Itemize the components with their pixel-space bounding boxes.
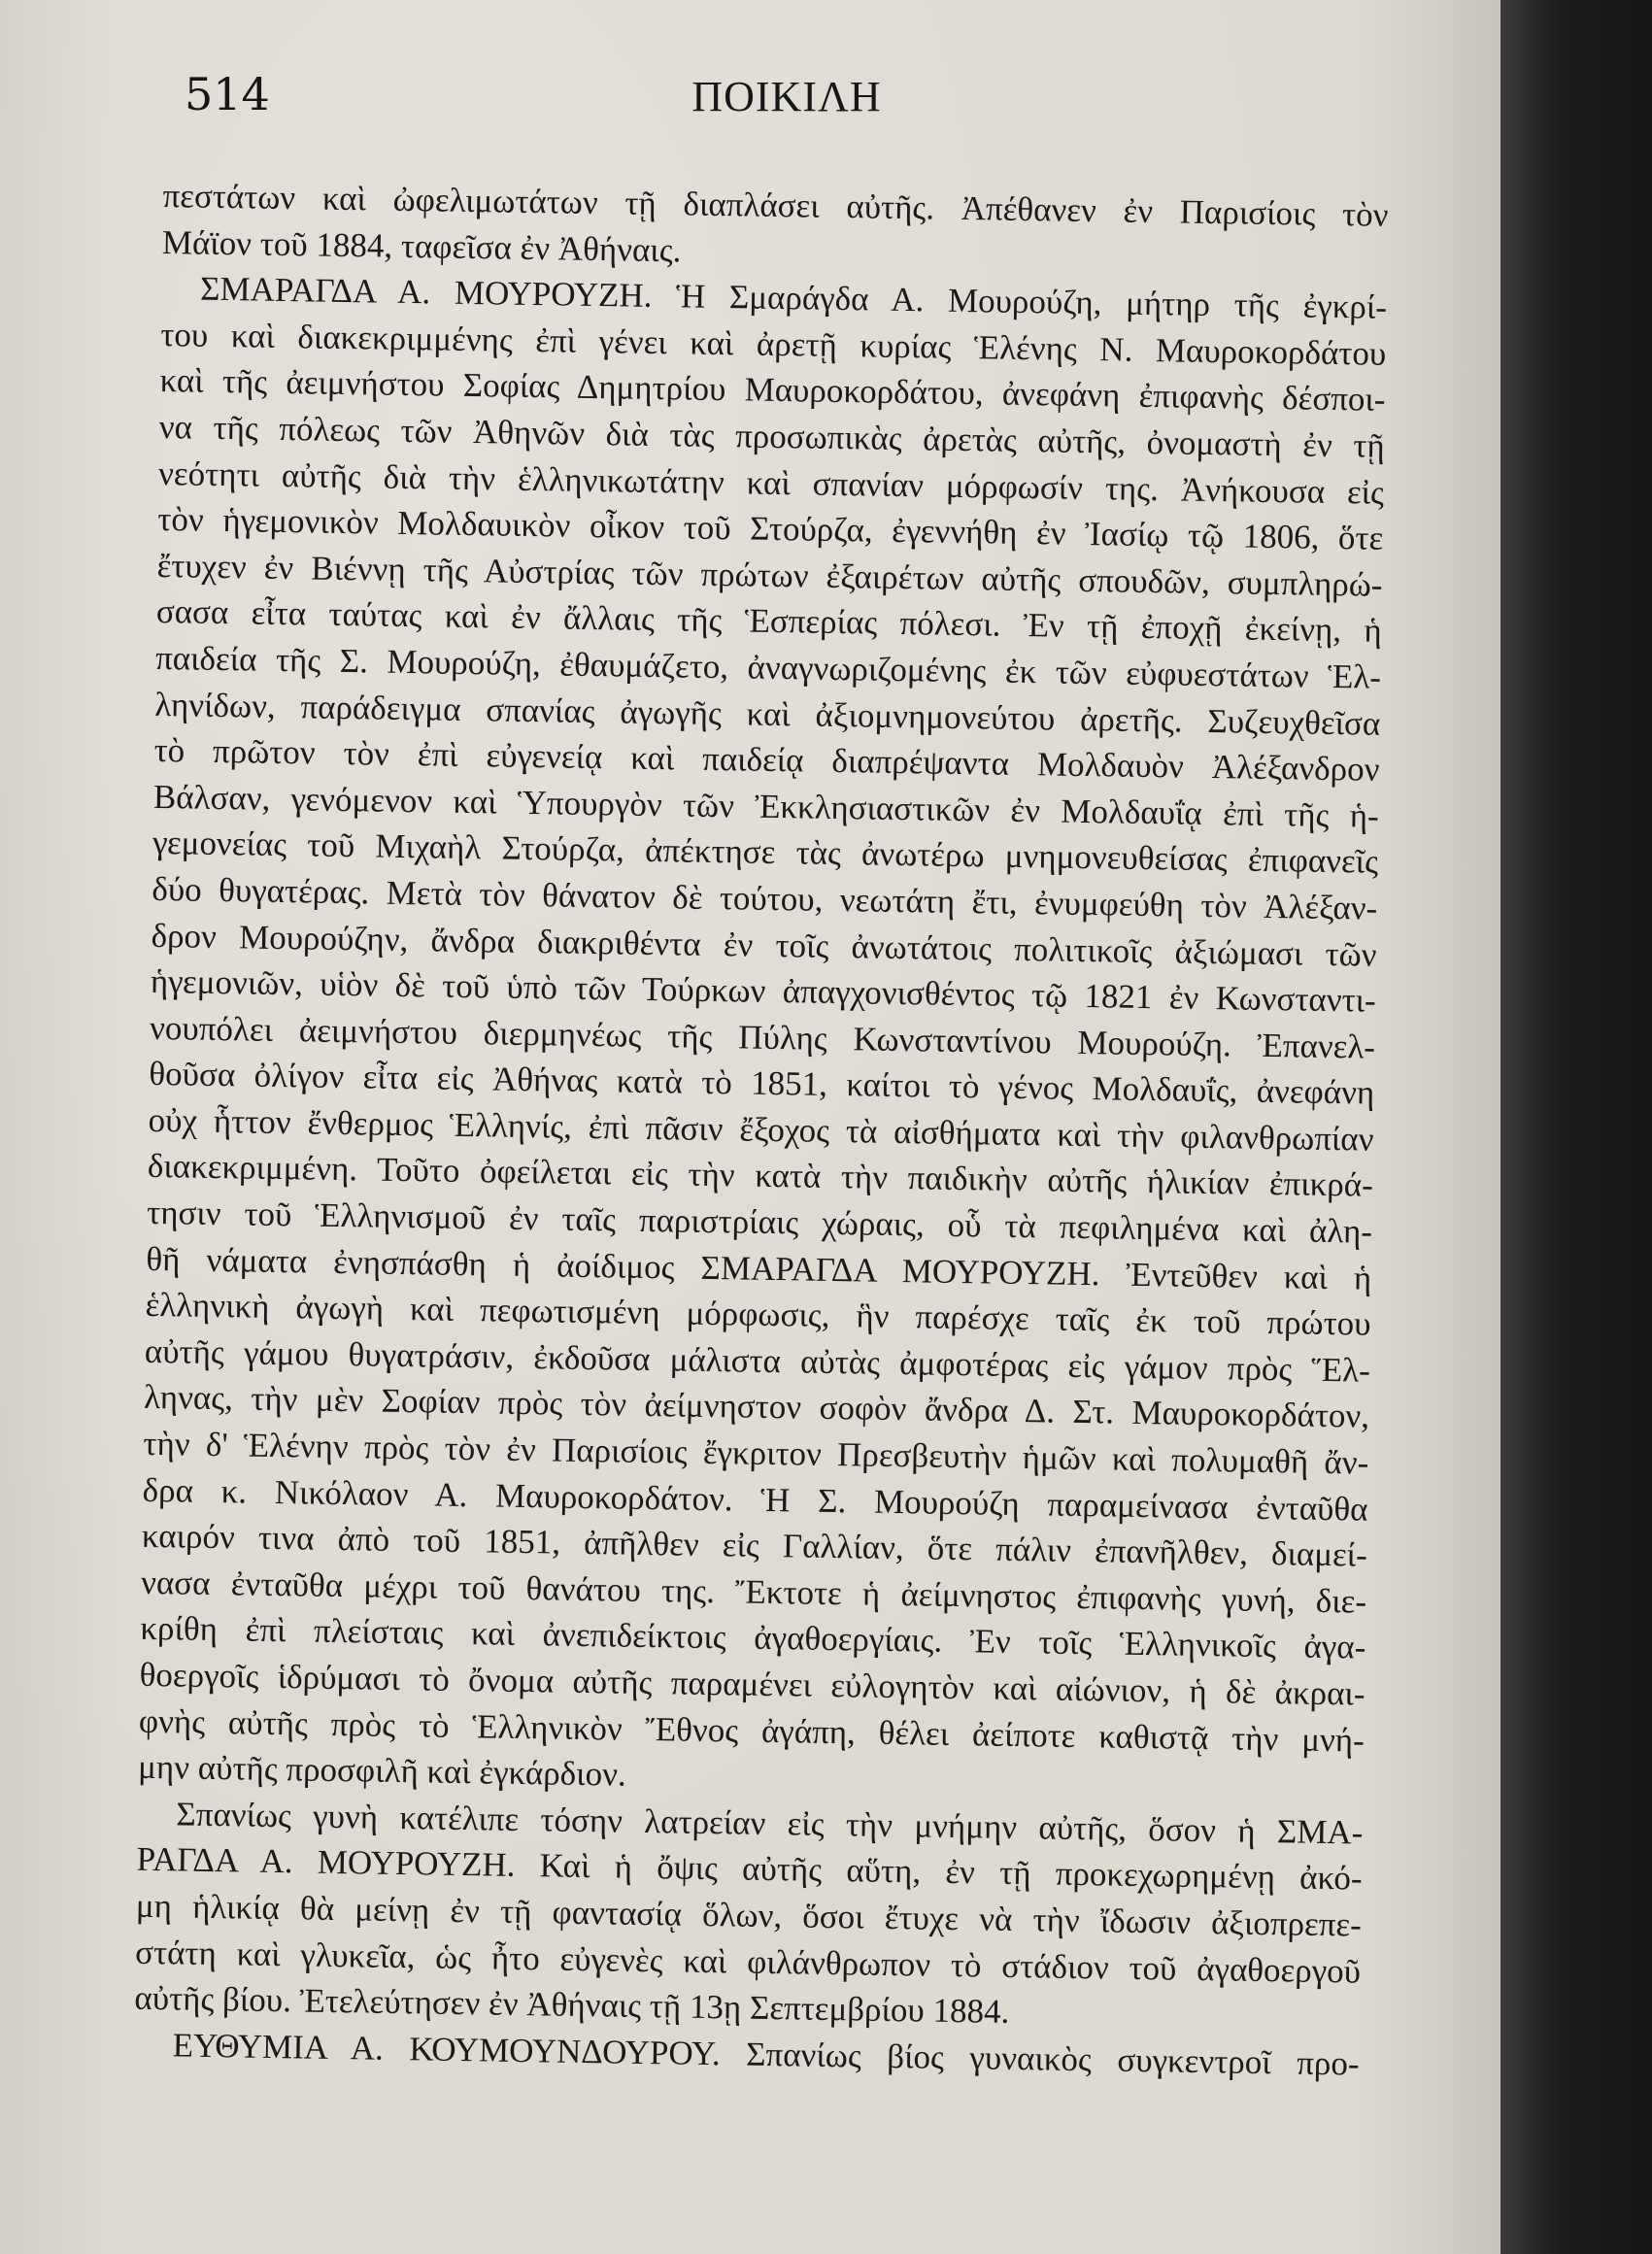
text-line: νουπόλει ἀειμνήστου διερμηνέως τῆς Πύλης Κωνσταντίνου Μουρούζη. Ἐπανελ- <box>149 1008 1376 1066</box>
text-line: οὐχ ἧττον ἔνθερμος Ἑλληνίς, ἐπὶ πᾶσιν ἔξοχος τὰ αἰσθήματα καὶ τὴν φιλανθρωπίαν <box>148 1100 1374 1159</box>
text-line: Βάλσαν, γενόμενον καὶ Ὑπουργὸν τῶν Ἐκκλησιαστικῶν ἐν Μολδαυΐᾳ ἐπὶ τῆς ἡ- <box>152 777 1380 835</box>
text-line: του καὶ διακεκριμμένης ἐπὶ γένει καὶ ἀρετῇ κυρίας Ἑλένης Ν. Μαυροκορδάτου <box>160 315 1387 373</box>
text-line: θοῦσα ὀλίγον εἶτα εἰς Ἀθήνας κατὰ τὸ 1851, καίτοι τὸ γένος Μολδαυΐς, ἀνεφάνη <box>149 1055 1375 1112</box>
page-number: 514 <box>185 68 270 120</box>
text-line: θῆ νάματα ἐνησπάσθη ἡ ἀοίδιμος ΣΜΑΡΑΓΔΑ ΜΟΥΡΟΥΖΗ. Ἐντεῦθεν καὶ ἡ <box>146 1239 1372 1297</box>
text-line: φνὴς αὐτῆς πρὸς τὸ Ἑλληνικὸν Ἔθνος ἀγάπη, θέλει ἀείποτε καθιστᾷ τὴν μνή- <box>138 1701 1365 1760</box>
text-line: μη ἡλικίᾳ θὰ μείνῃ ἐν τῇ φαντασίᾳ ὅλων, ὅσοι ἔτυχε νὰ τὴν ἴδωσιν ἀξιοπρεπε- <box>135 1886 1363 1944</box>
text-line: δύο θυγατέρας. Μετὰ τὸν θάνατον δὲ τούτου, νεωτάτη ἔτι, ἐνυμφεύθη τὸν Ἀλέξαν- <box>152 869 1378 927</box>
text-line: ἔτυχεν ἐν Βιέννῃ τῆς Αὐστρίας τῶν πρώτων ἐξαιρέτων αὐτῆς σπουδῶν, συμπληρώ- <box>156 546 1383 604</box>
text-line: ἡγεμονιῶν, υἱὸν δὲ τοῦ ὑπὸ τῶν Τούρκων ἀπαγχονισθέντος τῷ 1821 ἐν Κωνσταντι- <box>150 961 1377 1020</box>
text-line: δρον Μουρούζην, ἄνδρα διακριθέντα ἐν τοῖς ἀνωτάτοις πολιτικοῖς ἀξιώμασι τῶν <box>151 916 1377 974</box>
text-line: τὸ πρῶτον τὸν ἐπὶ εὐγενείᾳ καὶ παιδείᾳ διαπρέψαντα Μολδαυὸν Ἀλέξανδρον <box>153 731 1380 789</box>
text-line: νασα ἐνταῦθα μέχρι τοῦ θανάτου της. Ἔκτοτε ἡ ἀείμνηστος ἐπιφανὴς γυνή, διε- <box>140 1563 1367 1621</box>
text-line: σασα εἶτα ταύτας καὶ ἐν ἄλλαις τῆς Ἑσπερίας πόλεσι. Ἐν τῇ ἐποχῇ ἐκείνῃ, ἡ <box>155 592 1383 651</box>
text-line: τὸν ἡγεμονικὸν Μολδαυικὸν οἶκον τοῦ Στούρζα, ἐγεννήθη ἐν Ἰασίῳ τῷ 1806, ὅτε <box>157 500 1384 557</box>
text-line: αὐτῆς γάμου θυγατράσιν, ἐκδοῦσα μάλιστα αὐτὰς ἀμφοτέρας εἰς γάμον πρὸς Ἕλ- <box>144 1331 1371 1390</box>
text-line: αὐτῆς βίου. Ἐτελεύτησεν ἐν Ἀθήναις τῇ 13ῃ Σεπτεμβρίου 1884. <box>134 1978 1010 2032</box>
text-line: νεότητι αὐτῆς διὰ τὴν ἑλληνικωτάτην καὶ σπανίαν μόρφωσίν της. Ἀνήκουσα εἰς <box>157 454 1385 512</box>
text-line: παιδεία τῆς Σ. Μουρούζη, ἐθαυμάζετο, ἀναγνωριζομένης ἐκ τῶν εὐφυεστάτων Ἑλ- <box>154 638 1382 696</box>
text-line: να τῆς πόλεως τῶν Ἀθηνῶν διὰ τὰς προσωπικὰς ἀρετὰς αὐτῆς, ὀνομαστὴ ἐν τῇ <box>158 407 1386 465</box>
text-line: ΣΜΑΡΑΓΔΑ Α. ΜΟΥΡΟΥΖΗ. Ἡ Σμαράγδα Α. Μουρούζη, μήτηρ τῆς ἐγκρί- <box>199 269 1388 326</box>
text-line: μην αὐτῆς προσφιλῆ καὶ ἐγκάρδιον. <box>137 1747 627 1794</box>
text-line: ΡΑΓΔΑ Α. ΜΟΥΡΟΥΖΗ. Καὶ ἡ ὄψις αὐτῆς αὕτη, ἐν τῇ προκεχωρημένῃ ἀκό- <box>136 1840 1363 1898</box>
text-line: κρίθη ἐπὶ πλείσταις καὶ ἀνεπιδείκτοις ἀγαθοεργίαις. Ἐν τοῖς Ἑλληνικοῖς ἀγα- <box>140 1609 1366 1667</box>
running-title: ΠΟΙΚΙΛΗ <box>691 73 882 120</box>
text-line: δρα κ. Νικόλαον Α. Μαυροκορδάτον. Ἡ Σ. Μουρούζη παραμείνασα ἐνταῦθα <box>142 1470 1368 1529</box>
page-edge-shadow <box>1500 0 1652 2254</box>
text-line: στάτη καὶ γλυκεῖα, ὡς ἦτο εὐγενὲς καὶ φιλάνθρωπον τὸ στάδιον τοῦ ἀγαθοεργοῦ <box>134 1933 1362 1991</box>
page-header <box>175 68 1399 146</box>
text-line: ληνίδων, παράδειγμα σπανίας ἀγωγῆς καὶ ἀξιομνημονεύτου ἀρετῆς. Συζευχθεῖσα <box>154 685 1381 743</box>
text-line: καιρόν τινα ἀπὸ τοῦ 1851, ἀπῆλθεν εἰς Γαλλίαν, ὅτε πάλιν ἐπανῆλθεν, διαμεί- <box>141 1517 1368 1574</box>
text-line: καὶ τῆς ἀειμνήστου Σοφίας Δημητρίου Μαυροκορδάτου, ἀνεφάνη ἐπιφανὴς δέσποι- <box>159 361 1386 420</box>
body-text <box>133 173 1388 2087</box>
text-line: Μάϊον τοῦ 1884, ταφεῖσα ἐν Ἀθήναις. <box>161 222 682 269</box>
text-line: γεμονείας τοῦ Μιχαὴλ Στούρζα, ἀπέκτησε τὰς ἀνωτέρω μνημονευθείσας ἐπιφανεῖς <box>152 824 1379 882</box>
text-line: ἑλληνικὴ ἀγωγὴ καὶ πεφωτισμένη μόρφωσις, ἣν παρέσχε ταῖς ἐκ τοῦ πρώτου <box>145 1286 1371 1343</box>
text-line: τὴν δ' Ἑλένην πρὸς τὸν ἐν Παρισίοις ἔγκριτον Πρεσβευτὴν ἡμῶν καὶ πολυμαθῆ ἄν- <box>143 1424 1369 1482</box>
text-line: πεστάτων καὶ ὠφελιμωτάτων τῇ διαπλάσει αὐτῆς. Ἀπέθανεν ἐν Παρισίοις τὸν <box>162 176 1389 234</box>
text-line: ΕΥΘΥΜΙΑ Α. ΚΟΥΜΟΥΝΔΟΥΡΟΥ. Σπανίως βίος γυναικὸς συγκεντροῖ προ- <box>172 2026 1360 2083</box>
text-line: θοεργοῖς ἱδρύμασι τὸ ὄνομα αὐτῆς παραμένει εὐλογητὸν καὶ αἰώνιον, ἡ δὲ ἀκραι- <box>139 1655 1365 1713</box>
text-line: τησιν τοῦ Ἑλληνισμοῦ ἐν ταῖς παριστρίαις χώραις, οὗ τὰ πεφιλημένα καὶ ἀλη- <box>146 1193 1373 1251</box>
text-line: Σπανίως γυνὴ κατέλιπε τόσην λατρείαν εἰς τὴν μνήμην αὐτῆς, ὅσον ἡ ΣΜΑ- <box>176 1795 1364 1852</box>
text-line: ληνας, τὴν μὲν Σοφίαν πρὸς τὸν ἀείμνηστον σοφὸν ἄνδρα Δ. Στ. Μαυροκορδάτον, <box>143 1378 1370 1436</box>
text-line: διακεκριμμένη. Τοῦτο ὀφείλεται εἰς τὴν κατὰ τὴν παιδικὴν αὐτῆς ἡλικίαν ἐπικρά- <box>147 1147 1374 1205</box>
